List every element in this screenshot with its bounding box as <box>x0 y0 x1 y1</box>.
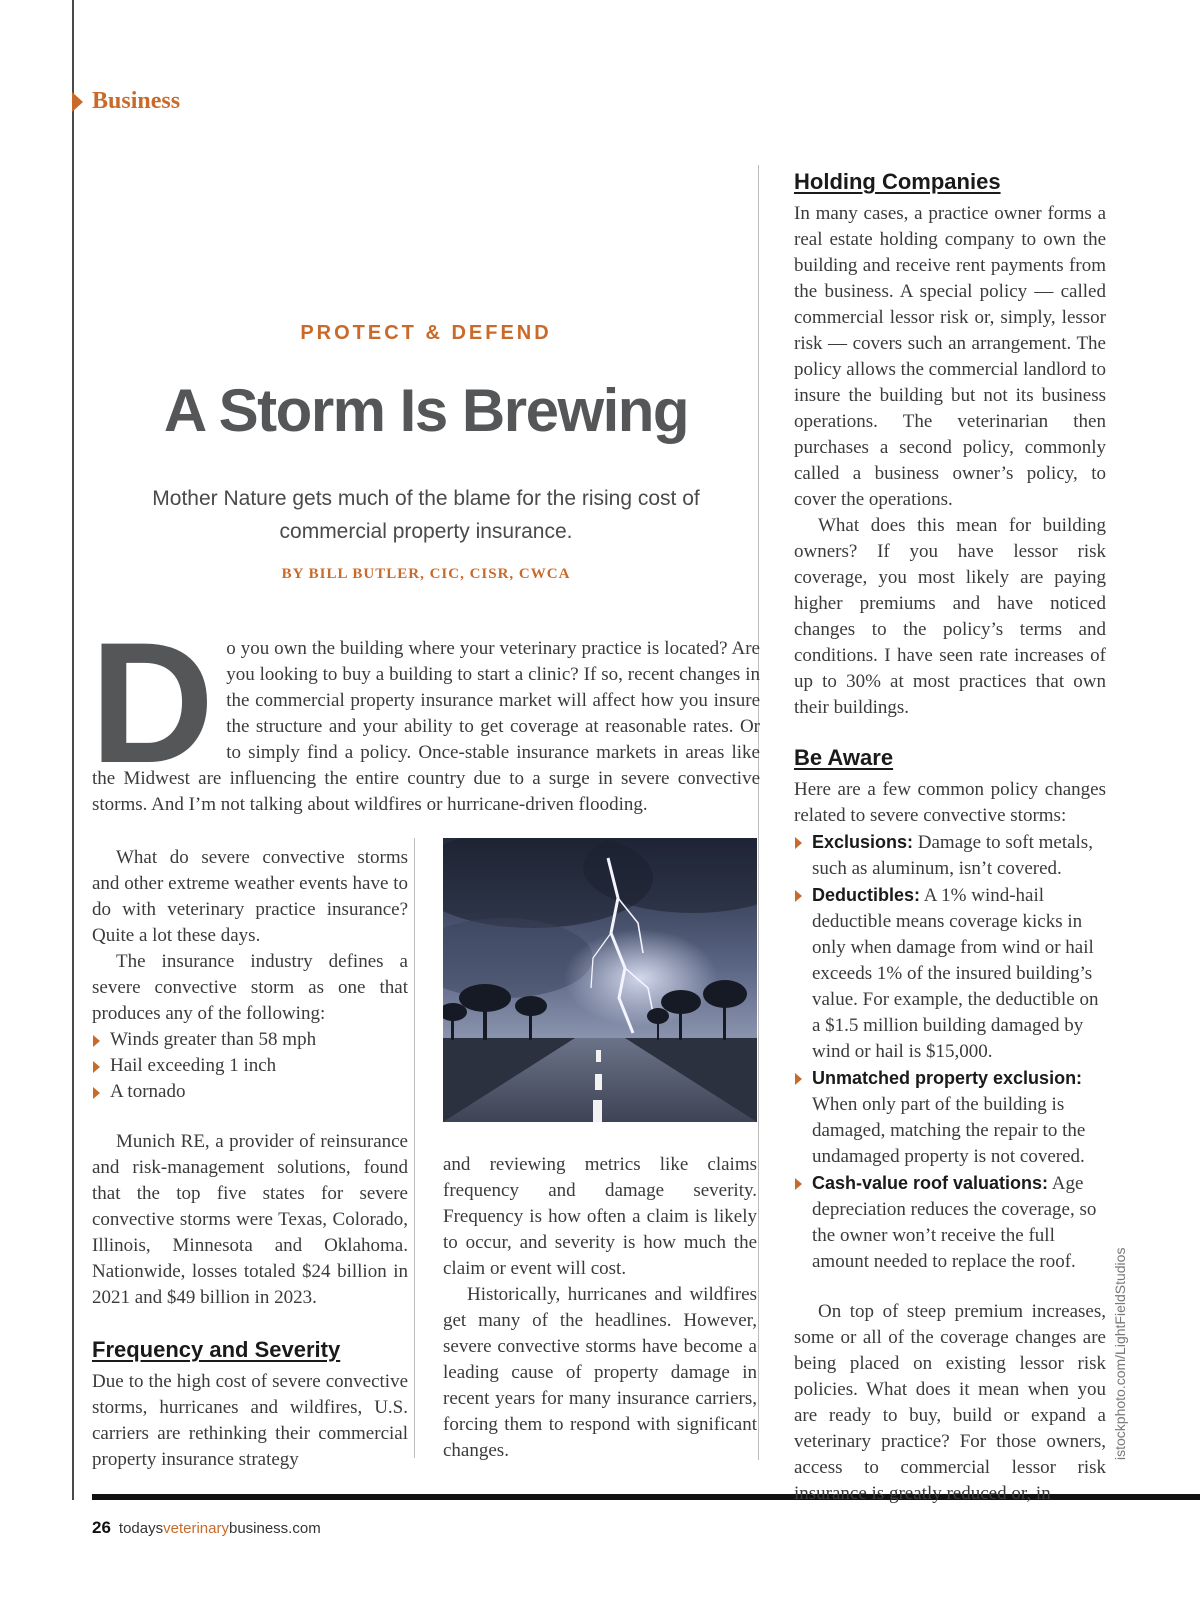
section-label <box>72 88 180 115</box>
section-label-text: Business <box>92 88 181 114</box>
paragraph: and reviewing metrics like claims frequency and damage severity. Frequency is how often a claim is likely to occur, and severity is how much the claim or event will cost. <box>443 1154 757 1279</box>
article-column-2 <box>443 1152 757 1464</box>
list-item-text: When only part of the building is damaged, matching the repair to the undamaged property is not covered. <box>812 1094 1086 1167</box>
page-footer <box>92 1518 321 1538</box>
intro-text: o you own the building where your veterinary practice is located? Are you looking to buy a building to start a clinic? If so, recent changes in the commercial property insurance market will affect how you insure the structure and your ability to get coverage at reasonable rates. Or to simply find a policy. Once-stable insurance markets in areas like the Midwest are influencing the entire country due to a surge in severe convective storms. And I’m not talking about wildfires or hurricane-driven flooding. <box>92 638 760 815</box>
list-item: Winds greater than 58 mph <box>92 1027 408 1053</box>
paragraph: Here are a few common policy changes related to severe convective storms: <box>794 779 1106 826</box>
paragraph: Munich RE, a provider of reinsurance and risk-management solutions, found that the top five states for severe convective storms were Texas, Colorado, Illinois, Minnesota and Oklahoma. Nationwide, losses totaled $24 billion in 2021 and $49 billion in 2023. <box>92 1131 408 1308</box>
list-item-term: Cash-value roof valuations: <box>812 1173 1049 1193</box>
list-item-term: Deductibles: <box>812 885 921 905</box>
article-kicker: PROTECT & DEFEND <box>300 322 552 344</box>
article-dek: Mother Nature gets much of the blame for the rising cost of commercial property insurance. <box>152 487 700 543</box>
list-item-text: Age depreciation reduces the coverage, so the owner won’t receive the full amount needed to replace the roof. <box>812 1173 1097 1272</box>
list-item <box>794 829 1106 882</box>
list-item <box>794 1065 1106 1170</box>
storm-photo-image <box>443 838 757 1122</box>
column-divider <box>414 838 415 1458</box>
article-column-1 <box>92 845 408 1473</box>
paragraph: What does this mean for building owners? If you have lessor risk coverage, you most likely are paying higher premiums and have noticed changes to the policy’s terms and conditions. I have seen rate increases of up to 30% at most practices that own their buildings. <box>794 515 1106 718</box>
subhead-frequency-severity: Frequency and Severity <box>92 1337 341 1362</box>
article-byline: BY BILL BUTLER, CIC, CISR, CWCA <box>281 566 571 582</box>
storm-criteria-list <box>92 1027 408 1105</box>
footer-site-suffix: business.com <box>228 1520 321 1537</box>
page-number: 26 <box>92 1518 111 1537</box>
paragraph: On top of steep premium increases, some or all of the coverage changes are being placed on existing lessor risk policies. What does it mean when you are ready to buy, build or expand a veterinary practice? For those owners, access to commercial lessor risk insurance is greatly reduced or, in <box>794 1301 1106 1504</box>
article-title: A Storm Is Brewing <box>163 377 689 444</box>
list-item-term: Exclusions: <box>812 832 914 852</box>
paragraph: The insurance industry defines a severe convective storm as one that produces any of the following: <box>92 951 408 1024</box>
list-item: A tornado <box>92 1079 408 1105</box>
storm-photo <box>443 838 757 1122</box>
subhead-be-aware: Be Aware <box>794 745 894 770</box>
drop-cap: D <box>90 607 215 799</box>
list-item-text: A 1% wind-hail deductible means coverage kicks in only when damage from wind or hail exceeds 1% of the insured building’s value. For example, the deductible on a $1.5 million building damaged by wind or hail is $15,000. <box>812 885 1099 1062</box>
article-column-3 <box>794 167 1106 1507</box>
paragraph: Due to the high cost of severe convective storms, hurricanes and wildfires, U.S. carriers are rethinking their commercial property insurance strategy <box>92 1371 408 1470</box>
paragraph: In many cases, a practice owner forms a real estate holding company to own the building and receive rent payments from the business. A special policy — called commercial lessor risk or, simply, lessor risk — covers such an arrangement. The policy allows the commercial landlord to insure the building but not its business operations. The veterinarian then purchases a second policy, commonly called a business owner’s policy, to cover the operations. <box>794 203 1106 510</box>
intro-paragraph <box>90 607 760 818</box>
list-item: Hail exceeding 1 inch <box>92 1053 408 1079</box>
photo-credit: istockphoto.com/LightFieldStudios <box>1112 1247 1128 1460</box>
paragraph: Historically, hurricanes and wildfires get many of the headlines. However, severe convective storms have become a leading cause of property damage in recent years for many insurance carriers, forcing them to respond with significant changes. <box>443 1284 757 1461</box>
list-item-text: Damage to soft metals, such as aluminum, isn’t covered. <box>812 832 1093 879</box>
subhead-holding-companies: Holding Companies <box>794 169 1001 194</box>
list-item-term: Unmatched property exclusion: <box>812 1068 1083 1088</box>
footer-site-prefix: todays <box>118 1520 164 1537</box>
left-margin-rule <box>72 0 74 1500</box>
paragraph: What do severe convective storms and other extreme weather events have to do with veterinary practice insurance? Quite a lot these days. <box>92 847 408 946</box>
list-item <box>794 882 1106 1065</box>
section-triangle-icon <box>72 92 83 112</box>
footer-site-accent: veterinary <box>163 1520 229 1537</box>
list-item <box>794 1170 1106 1275</box>
policy-changes-list <box>794 829 1106 1275</box>
